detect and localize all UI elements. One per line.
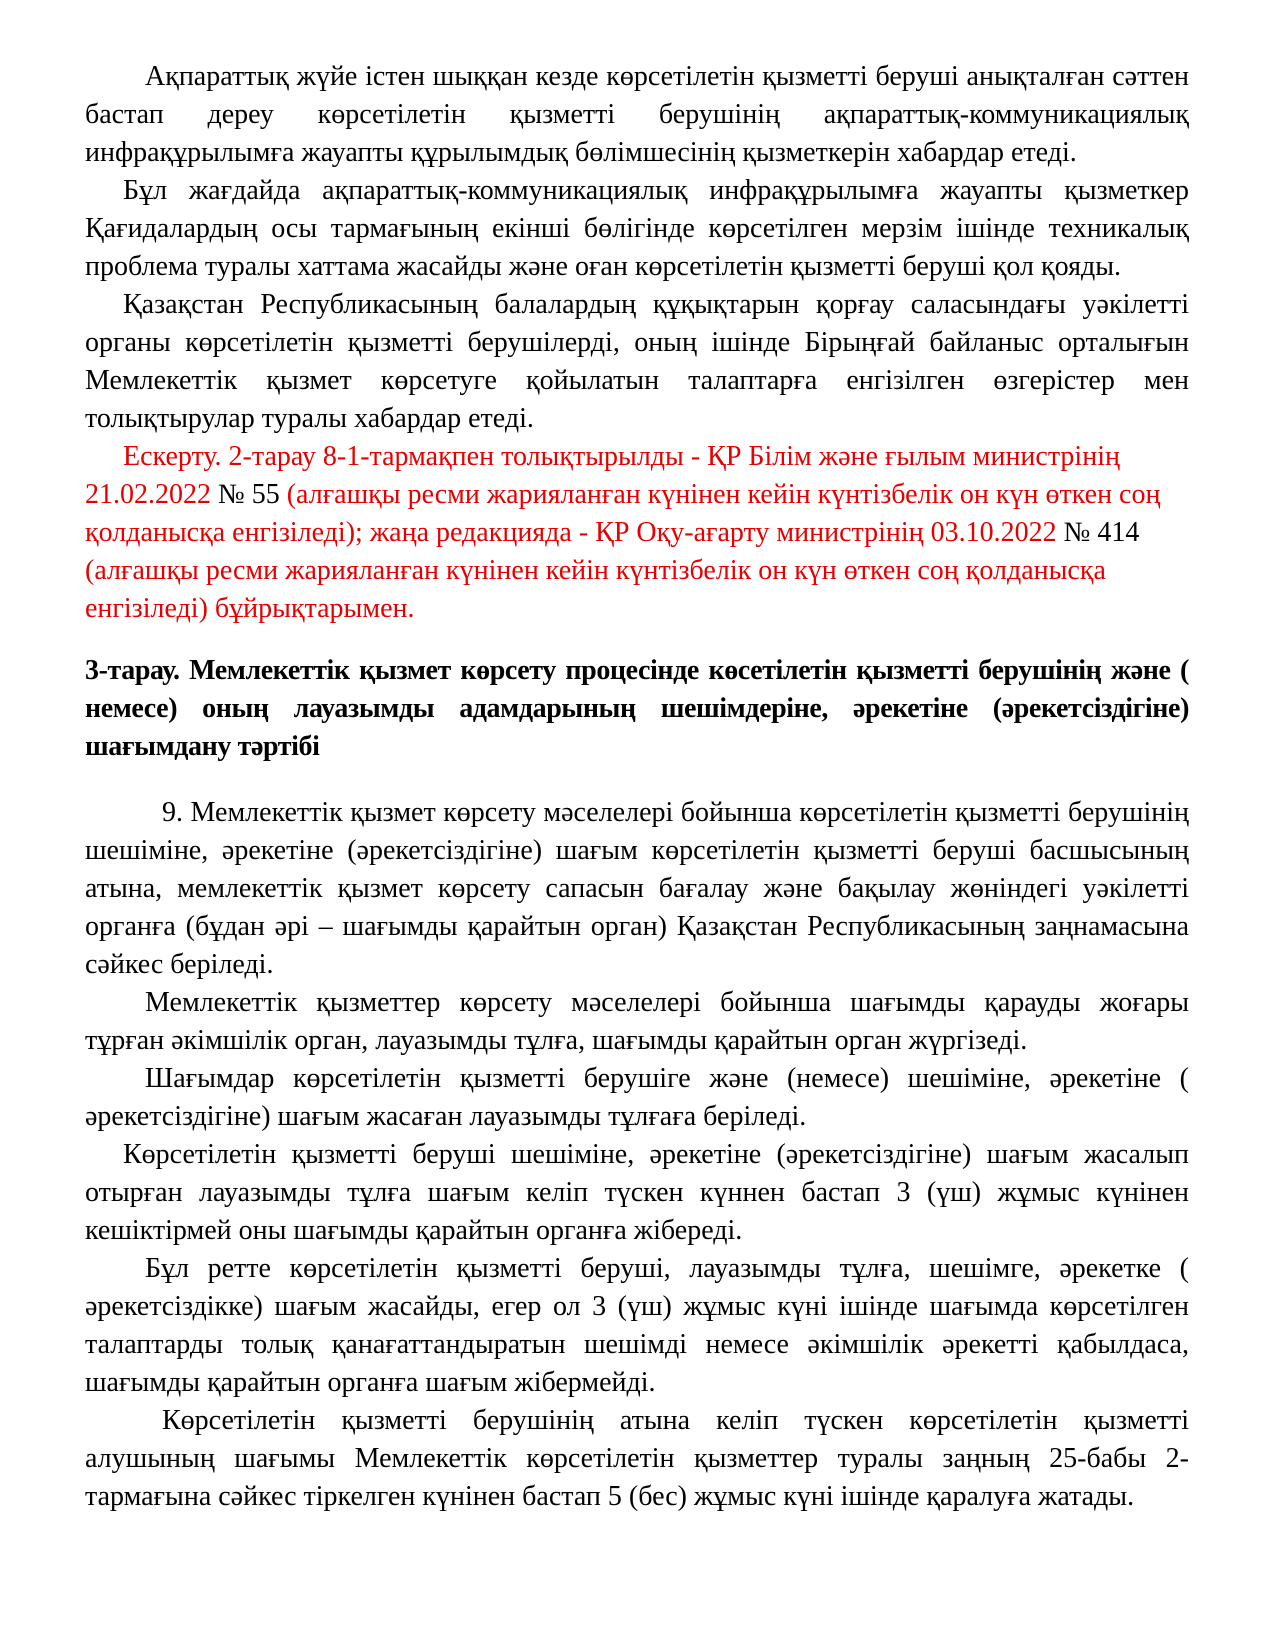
amendment-note — [85, 438, 1189, 628]
paragraph-technical-protocol: Бұл жағдайда ақпараттық-коммуникациялық инфрақұрылымға жауапты қызметкер Қағидалардың осы тармағының екінші бөлігінде көрсетілген мерзім ішінде техникалық проблема туралы хаттама жасайды және оған көрсетілетін қызметті беруші қол қояды. — [85, 175, 1189, 282]
paragraph-five-day-review: Көрсетілетін қызметті берушінің атына келіп түскен көрсетілетін қызметті алушының шағымы Мемлекеттік көрсетілетін қызметтер туралы заңның 25-бабы 2-тармағына сәйкес тіркелген күнінен бастап 5 (бес) жұмыс күні ішінде қаралуға жатады. — [85, 1405, 1189, 1512]
note-segment-red-2: (алғашқы ресми жарияланған күнінен кейін күнтізбелік он күн өткен соң қолданысқа енгізіледі); жаңа редакцияда - ҚР Оқу-ағарту министрінің 03.10.2022 — [85, 479, 1161, 548]
paragraph-authorized-body-notification: Қазақстан Республикасының балалардың құқықтарын қорғау саласындағы уәкілетті органы көрсетілетін қызметті берушілерді, оның ішінде Бірыңғай байланыс орталығын Мемлекеттік қызмет көрсетуге қойылатын талаптарға енгізілген өзгерістер мен толықтырулар туралы хабардар етеді. — [85, 289, 1189, 434]
paragraph-complaint-submission: Шағымдар көрсетілетін қызметті берушіге және (немесе) шешіміне, әрекетіне ( әрекетсіздігіне) шағым жасаған лауазымды тұлғаға беріледі. — [85, 1063, 1189, 1132]
note-segment-red-3: (алғашқы ресми жарияланған күнінен кейін күнтізбелік он күн өткен соң қолданысқа енгізіледі) бұйрықтарымен. — [85, 555, 1106, 624]
chapter-3-heading: 3-тарау. Мемлекеттік қызмет көрсету процесінде көсетілетін қызметті берушінің және ( немесе) оның лауазымды адамдарының шешімдеріне, әрекетіне (әрекетсіздігіне) шағымдану тәртібі — [85, 655, 1189, 762]
note-segment-order-number-414: № 414 — [1063, 517, 1140, 548]
paragraph-item-9-complaint-filing: 9. Мемлекеттік қызмет көрсету мәселелері бойынша көрсетілетін қызметті берушінің шешіміне, әрекетіне (әрекетсіздігіне) шағым көрсетілетін қызметті беруші басшысының атына, мемлекеттік қызмет көрсету сапасын бағалау және бақылау жөніндегі уәкілетті органға (бұдан әрі – шағымды қарайтын орган) Қазақстан Республикасының заңнамасына сәйкес беріледі. — [85, 797, 1189, 980]
paragraph-three-day-forwarding: Көрсетілетін қызметті беруші шешіміне, әрекетіне (әрекетсіздігіне) шағым жасалып отырған лауазымды тұлға шағым келіп түскен күннен бастап 3 (үш) жұмыс күнінен кешіктірмей оны шағымды қарайтын органға жібереді. — [85, 1139, 1189, 1246]
note-segment-red-1: Ескерту. 2-тарау 8-1-тармақпен толықтырылды - ҚР Білім және ғылым министрінің 21.02.2022 — [85, 441, 1120, 510]
paragraph-complaint-satisfaction: Бұл ретте көрсетілетін қызметті беруші, лауазымды тұлға, шешімге, әрекетке ( әрекетсіздікке) шағым жасайды, егер ол 3 (үш) жұмыс күні ішінде шағымда көрсетілген талаптарды толық қанағаттандыратын шешімді немесе әкімшілік әрекетті қабылдаса, шағымды қарайтын органға шағым жібермейді. — [85, 1253, 1189, 1398]
paragraph-info-system-failure: Ақпараттық жүйе істен шыққан кезде көрсетілетін қызметті беруші анықталған сәттен бастап дереу көрсетілетін қызметті берушінің ақпараттық-коммуникациялық инфрақұрылымға жауапты құрылымдық бөлімшесінің қызметкерін хабардар етеді. — [85, 61, 1189, 168]
note-segment-order-number-55: № 55 — [218, 479, 280, 510]
paragraph-complaint-review-bodies: Мемлекеттік қызметтер көрсету мәселелері бойынша шағымды қарауды жоғары тұрған әкімшілік орган, лауазымды тұлға, шағымды қарайтын орган жүргізеді. — [85, 987, 1189, 1056]
